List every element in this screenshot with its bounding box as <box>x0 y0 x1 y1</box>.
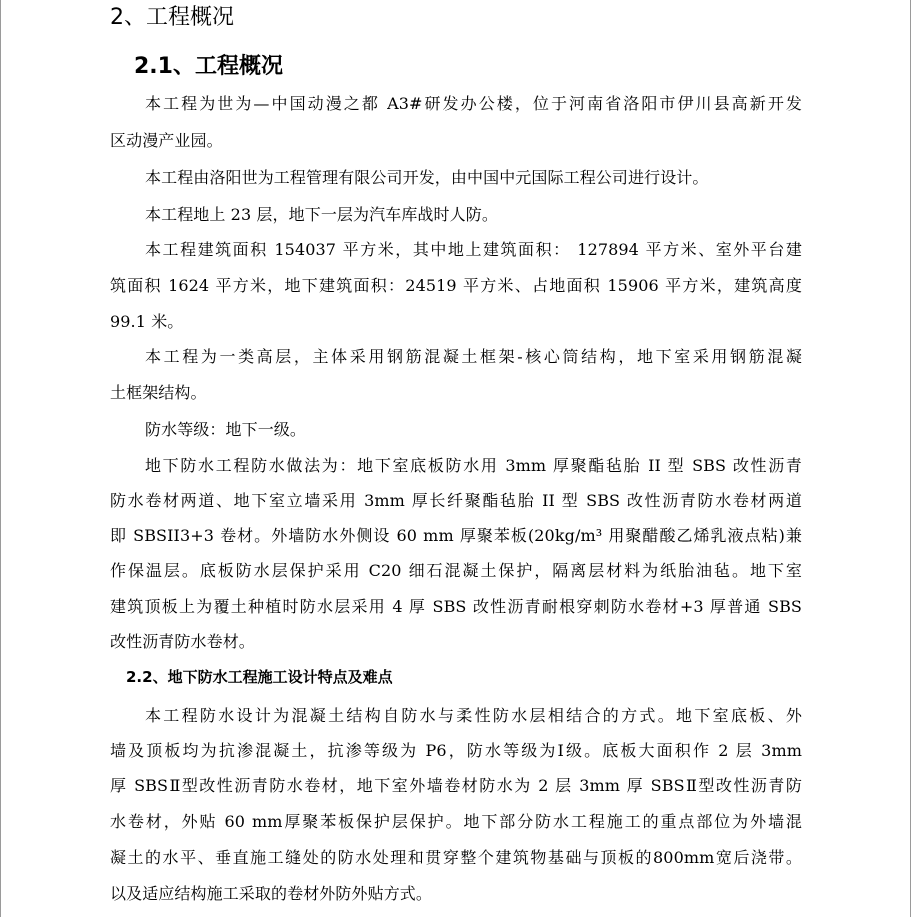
paragraph-line: 本工程为世为—中国动漫之都 A3#研发办公楼，位于河南省洛阳市伊川县高新开发 <box>145 94 802 113</box>
paragraph-line: 防水卷材两道、地下室立墙采用 3mm 厚长纤聚酯毡胎 II 型 SBS 改性沥青防水卷材两道 <box>110 491 802 510</box>
paragraph-line: 本工程地上 23 层，地下一层为汽车库战时人防。 <box>145 205 498 224</box>
paragraph-line: 水卷材，外贴 60 mm厚聚苯板保护层保护。地下部分防水工程施工的重点部位为外墙混 <box>110 812 802 831</box>
paragraph-line: 凝土的水平、垂直施工缝处的防水处理和贯穿整个建筑物基础与顶板的800mm宽后浇带。 <box>110 848 802 867</box>
subsection-heading: 2.1、工程概况 <box>134 54 283 79</box>
paragraph-line: 即 SBSII3+3 卷材。外墙防水外侧设 60 mm 厚聚苯板(20kg/m³ 用聚醋酸乙烯乳液点粘)兼 <box>110 526 802 545</box>
paragraph-line: 筑面积 1624 平方米，地下建筑面积：24519 平方米、占地面积 15906 平方米，建筑高度 <box>110 276 802 295</box>
paragraph-line: 本工程由洛阳世为工程管理有限公司开发，由中国中元国际工程公司进行设计。 <box>145 168 709 187</box>
paragraph-line: 以及适应结构施工采取的卷材外防外贴方式。 <box>110 884 433 903</box>
paragraph-line: 地下防水工程防水做法为：地下室底板防水用 3mm 厚聚酯毡胎 II 型 SBS 改性沥青 <box>145 456 802 475</box>
paragraph-line: 土框架结构。 <box>110 383 207 402</box>
paragraph-line: 本工程建筑面积 154037 平方米，其中地上建筑面积： 127894 平方米、室外平台建 <box>145 240 802 259</box>
paragraph-line: 墙及顶板均为抗渗混凝土，抗渗等级为 P6，防水等级为Ⅰ级。底板大面积作 2 层 3mm <box>110 741 802 760</box>
paragraph-line: 区动漫产业园。 <box>110 131 223 150</box>
paragraph-line: 作保温层。底板防水层保护采用 C20 细石混凝土保护，隔离层材料为纸胎油毡。地下室 <box>110 561 802 580</box>
section-heading: 2、工程概况 <box>110 5 234 30</box>
page-border-left <box>0 0 1 917</box>
paragraph-line: 厚 SBSⅡ型改性沥青防水卷材，地下室外墙卷材防水为 2 层 3mm 厚 SBSⅡ型改性沥青防 <box>110 776 802 795</box>
paragraph-line: 本工程为一类高层，主体采用钢筋混凝土框架-核心筒结构，地下室采用钢筋混凝 <box>145 347 802 366</box>
paragraph-line: 本工程防水设计为混凝土结构自防水与柔性防水层相结合的方式。地下室底板、外 <box>145 706 802 725</box>
paragraph-line: 建筑顶板上为覆土种植时防水层采用 4 厚 SBS 改性沥青耐根穿刺防水卷材+3 厚普通 SBS <box>110 597 802 616</box>
paragraph-line: 99.1 米。 <box>110 312 184 331</box>
subsection-heading-2: 2.2、地下防水工程施工设计特点及难点 <box>126 668 393 686</box>
paragraph-line: 改性沥青防水卷材。 <box>110 632 255 651</box>
paragraph-line: 防水等级：地下一级。 <box>145 420 307 439</box>
